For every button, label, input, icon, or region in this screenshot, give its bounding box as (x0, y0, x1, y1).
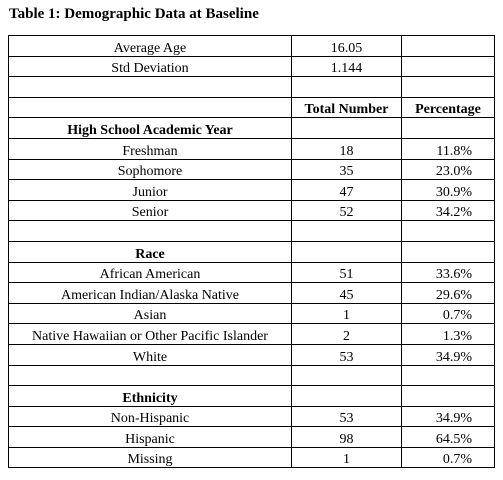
row-total: 53 (292, 406, 402, 427)
row-percentage: 1.3% (402, 324, 495, 345)
row-percentage: 34.9% (402, 406, 495, 427)
row-percentage: 30.9% (402, 180, 495, 201)
row-total: 98 (292, 427, 402, 448)
demographic-table (8, 35, 495, 468)
row-total: 52 (292, 200, 402, 221)
spacer-row (9, 365, 495, 386)
table-row (9, 324, 495, 345)
row-total: 35 (292, 159, 402, 180)
empty-cell (402, 36, 495, 57)
table-caption: Table 1: Demographic Data at Baseline (9, 6, 259, 22)
row-label: Asian (9, 303, 292, 324)
percentage-header: Percentage (402, 97, 495, 118)
row-label: Senior (9, 200, 292, 221)
table-row (9, 200, 495, 221)
row-label: White (9, 344, 292, 365)
section-title: Race (9, 241, 292, 262)
header-row (9, 97, 495, 118)
row-label: Std Deviation (9, 56, 292, 77)
row-label: Junior (9, 180, 292, 201)
row-total: 53 (292, 344, 402, 365)
row-percentage: 34.9% (402, 344, 495, 365)
row-percentage: 34.2% (402, 200, 495, 221)
row-percentage: 11.8% (402, 138, 495, 159)
row-total: 2 (292, 324, 402, 345)
row-percentage: 33.6% (402, 262, 495, 283)
row-label: African American (9, 262, 292, 283)
row-label: Hispanic (9, 427, 292, 448)
row-label: Freshman (9, 138, 292, 159)
section-header-row (9, 386, 495, 407)
table-row (9, 406, 495, 427)
table-row (9, 262, 495, 283)
row-total: 18 (292, 138, 402, 159)
table-row (9, 447, 495, 468)
table-row (9, 180, 495, 201)
row-percentage: 29.6% (402, 283, 495, 304)
table-row (9, 159, 495, 180)
row-label: Average Age (9, 36, 292, 57)
row-total: 45 (292, 283, 402, 304)
section-header-row (9, 241, 495, 262)
row-label: Native Hawaiian or Other Pacific Islander (9, 324, 292, 345)
empty-cell (9, 97, 292, 118)
section-header-row (9, 118, 495, 139)
spacer-row (9, 221, 495, 242)
table-row (9, 427, 495, 448)
row-label: Missing (9, 447, 292, 468)
row-value: 1.144 (292, 56, 402, 77)
empty-cell (402, 56, 495, 77)
row-total: 47 (292, 180, 402, 201)
row-percentage: 64.5% (402, 427, 495, 448)
row-total: 51 (292, 262, 402, 283)
row-percentage: 0.7% (402, 447, 495, 468)
table-row (9, 56, 495, 77)
row-value: 16.05 (292, 36, 402, 57)
total-number-header: Total Number (292, 97, 402, 118)
spacer-row (9, 77, 495, 98)
row-label: American Indian/Alaska Native (9, 283, 292, 304)
row-label: Sophomore (9, 159, 292, 180)
row-percentage: 23.0% (402, 159, 495, 180)
table-row (9, 283, 495, 304)
row-total: 1 (292, 303, 402, 324)
row-percentage: 0.7% (402, 303, 495, 324)
table-row (9, 344, 495, 365)
table-row (9, 303, 495, 324)
table-row (9, 36, 495, 57)
row-label: Non-Hispanic (9, 406, 292, 427)
row-total: 1 (292, 447, 402, 468)
section-title: High School Academic Year (9, 118, 292, 139)
table-row (9, 138, 495, 159)
section-title: Ethnicity (9, 386, 292, 407)
